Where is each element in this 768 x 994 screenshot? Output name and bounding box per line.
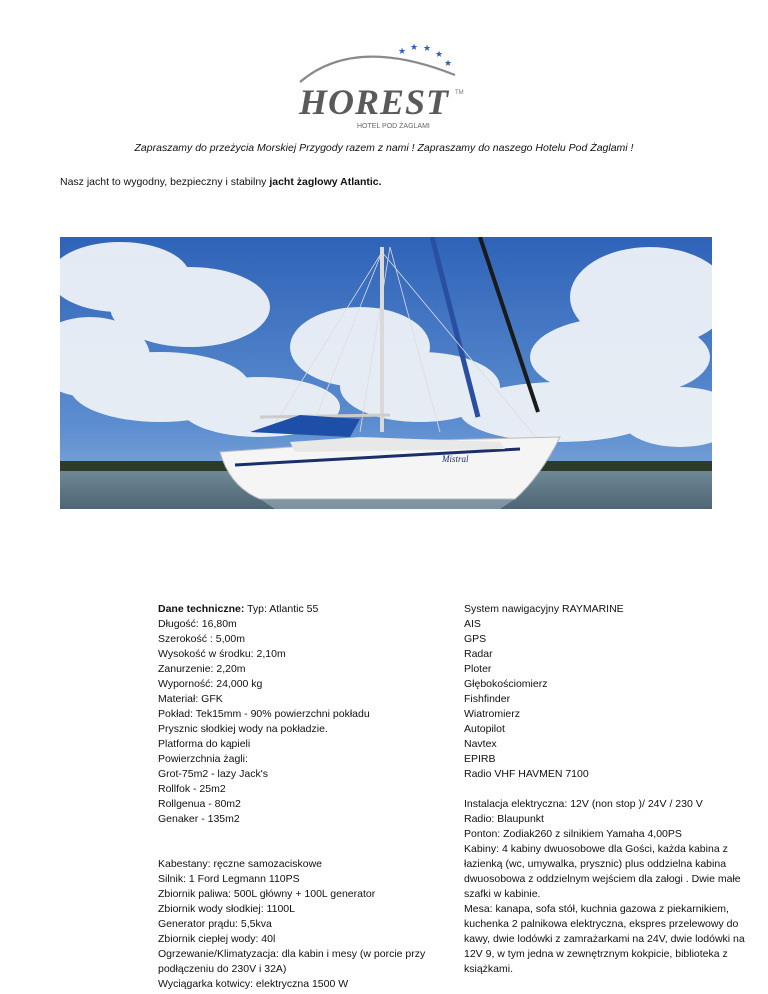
spec-line: Prysznic słodkiej wody na pokładzie.: [158, 723, 328, 735]
nav-line: Autopilot: [464, 723, 505, 735]
other-line: Kabiny: 4 kabiny dwuosobowe dla Gości, każda kabina z łazienką (wc, umywalka, prysznic) plus oddzielna kabina dwuosobowa z oddzielnym wejściem dla załogi . Dwie małe szafki w kabinie.: [464, 843, 741, 900]
other-line: Mesa: kanapa, sofa stół, kuchnia gazowa z piekarnikiem, kuchenka 2 palnikowa elektryczna, ekspres przelewowy do kawy, dwie lodówki z zamrażarkami na 24V, dwie lodówki na 12V 9, w tym jedna w zewnętrznym kokpicie, biblioteka z książkami.: [464, 903, 745, 975]
spec-line: Długość: 16,80m: [158, 618, 237, 630]
spec-line: Grot-75m2 - lazy Jack's: [158, 768, 268, 780]
yacht-photo: [60, 237, 712, 509]
spec-line: Wyporność: 24,000 kg: [158, 678, 263, 690]
star-icon: ★: [410, 42, 419, 52]
horest-logo-graphic: [295, 40, 475, 135]
nav-line: Głębokościomierz: [464, 678, 548, 690]
spec-line: Powierzchnia żagli:: [158, 753, 248, 765]
spec-line: Zbiornik paliwa: 500L główny + 100L generator: [158, 888, 376, 900]
intro-text: Nasz jacht to wygodny, bezpieczny i stabilny: [60, 176, 270, 188]
spec-line: Pokład: Tek15mm - 90% powierzchni pokładu: [158, 708, 370, 720]
spec-line: Zbiornik ciepłej wody: 40l: [158, 933, 276, 945]
nav-line: System nawigacyjny RAYMARINE: [464, 603, 624, 615]
nav-line: Radio VHF HAVMEN 7100: [464, 768, 589, 780]
specs-left: [158, 602, 448, 992]
boat-name: Mistral: [442, 454, 469, 464]
horest-logo: [295, 40, 475, 135]
specs-header-label: Dane techniczne:: [158, 603, 245, 615]
spec-line: Rollgenua - 80m2: [158, 798, 241, 810]
spec-line: Zbiornik wody słodkiej: 1100L: [158, 903, 295, 915]
nav-line: Radar: [464, 648, 493, 660]
nav-line: EPIRB: [464, 753, 496, 765]
spec-line: Rollfok - 25m2: [158, 783, 226, 795]
yacht-photo-graphic: [60, 237, 712, 509]
logo-arc: [300, 57, 455, 82]
nav-line: AIS: [464, 618, 481, 630]
spec-line: Zanurzenie: 2,20m: [158, 663, 246, 675]
logo-brand: HOREST: [299, 82, 450, 122]
nav-line: Fishfinder: [464, 693, 511, 705]
star-icon: ★: [398, 46, 407, 56]
spec-line: Platforma do kąpieli: [158, 738, 251, 750]
spec-line: Generator prądu: 5,5kva: [158, 918, 272, 930]
spec-line: Materiał: GFK: [158, 693, 223, 705]
reflection: [260, 499, 515, 509]
specs-header: [158, 602, 448, 617]
spec-line: Silnik: 1 Ford Legmann 110PS: [158, 873, 300, 885]
other-line: Ponton: Zodiak260 z silnikiem Yamaha 4,00PS: [464, 828, 682, 840]
spec-line: Ogrzewanie/Klimatyzacja: dla kabin i mesy (w porcie przy podłączeniu do 230V i 32A): [158, 948, 426, 975]
logo-tm: TM: [455, 90, 464, 96]
spec-line: Wyciągarka kotwicy: elektryczna 1500 W: [158, 978, 349, 990]
intro-paragraph: [60, 176, 382, 188]
intro-bold: jacht żaglowy Atlantic.: [269, 176, 382, 188]
nav-line: Wiatromierz: [464, 708, 521, 720]
spec-line: Genaker - 135m2: [158, 813, 240, 825]
other-line: Radio: Blaupunkt: [464, 813, 544, 825]
star-icon: ★: [423, 43, 432, 53]
spec-line: Kabestany: ręczne samozaciskowe: [158, 858, 322, 870]
spec-line: Wysokość w środku: 2,10m: [158, 648, 286, 660]
nav-line: Ploter: [464, 663, 492, 675]
star-icon: ★: [435, 49, 444, 59]
specs-header-value: Typ: Atlantic 55: [244, 603, 319, 615]
spec-line: Szerokość : 5,00m: [158, 633, 245, 645]
logo-subtitle: HOTEL POD ŻAGLAMI: [357, 123, 430, 130]
other-line: Instalacja elektryczna: 12V (non stop )/ 24V / 230 V: [464, 798, 703, 810]
specs-right: [464, 602, 764, 977]
nav-line: GPS: [464, 633, 487, 645]
tagline: Zapraszamy do przeżycia Morskiej Przygody razem z nami ! Zapraszamy do naszego Hotelu Pod Żaglami !: [134, 142, 634, 154]
star-icon: ★: [444, 58, 453, 68]
nav-line: Navtex: [464, 738, 497, 750]
